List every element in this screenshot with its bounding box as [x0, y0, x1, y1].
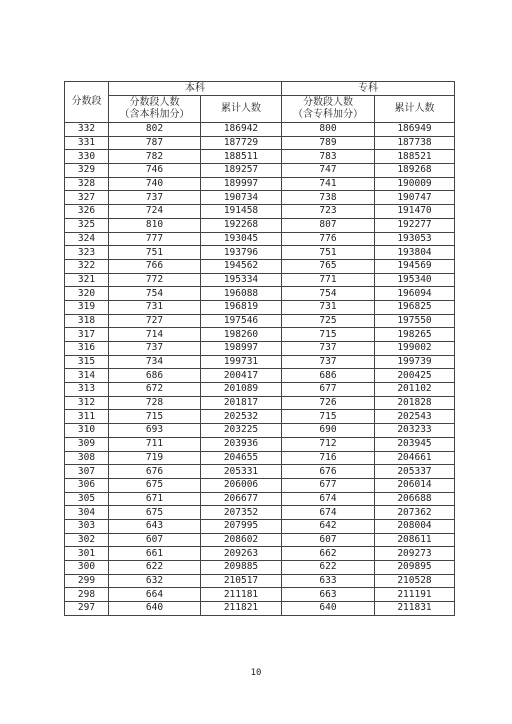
vocational-cumulative-cell: 201828 — [375, 396, 455, 410]
page-number: 10 — [250, 668, 262, 678]
undergrad-cumulative-cell: 201817 — [201, 396, 282, 410]
table-row — [65, 369, 455, 383]
undergrad-band-count-cell: 746 — [109, 164, 201, 178]
score-band-cell: 332 — [65, 123, 109, 137]
vocational-band-count-cell: 754 — [282, 287, 375, 301]
vocational-cumulative-cell: 208611 — [375, 533, 455, 547]
table-row — [65, 506, 455, 520]
undergrad-band-count-cell: 766 — [109, 259, 201, 273]
vocational-band-count-cell: 716 — [282, 451, 375, 465]
undergrad-cumulative-cell: 190734 — [201, 191, 282, 205]
vocational-cumulative-cell: 193053 — [375, 232, 455, 246]
undergrad-cumulative-cell: 195334 — [201, 273, 282, 287]
table-row — [65, 547, 455, 561]
vocational-band-count-cell: 662 — [282, 547, 375, 561]
undergrad-cumulative-cell: 200417 — [201, 369, 282, 383]
vocational-band-count-cell: 633 — [282, 574, 375, 588]
score-band-cell: 305 — [65, 492, 109, 506]
vocational-cumulative-cell: 192277 — [375, 218, 455, 232]
vocational-band-count-cell: 765 — [282, 259, 375, 273]
table-row — [65, 383, 455, 397]
vocational-cumulative-cell: 207362 — [375, 506, 455, 520]
table-row — [65, 300, 455, 314]
undergrad-band-count-cell: 693 — [109, 424, 201, 438]
score-band-cell: 316 — [65, 342, 109, 356]
undergrad-band-count-cell: 675 — [109, 506, 201, 520]
vocational-cumulative-cell: 204661 — [375, 451, 455, 465]
score-band-cell: 310 — [65, 424, 109, 438]
vocational-band-count-cell: 640 — [282, 602, 375, 616]
score-distribution-table — [64, 81, 455, 616]
undergrad-cumulative-cell: 201089 — [201, 383, 282, 397]
score-band-cell: 315 — [65, 355, 109, 369]
score-band-cell: 308 — [65, 451, 109, 465]
table-row — [65, 437, 455, 451]
undergrad-band-count-cell: 714 — [109, 328, 201, 342]
vocational-band-count-cell: 737 — [282, 342, 375, 356]
undergrad-cumulative-cell: 202532 — [201, 410, 282, 424]
undergrad-band-count-cell: 724 — [109, 205, 201, 219]
vocational-cumulative-cell: 191470 — [375, 205, 455, 219]
undergrad-cumulative-cell: 186942 — [201, 123, 282, 137]
undergrad-cumulative-cell: 208602 — [201, 533, 282, 547]
vocational-cumulative-cell: 205337 — [375, 465, 455, 479]
vocational-band-count-cell: 789 — [282, 136, 375, 150]
undergrad-cumulative-cell: 209885 — [201, 561, 282, 575]
score-band-cell: 331 — [65, 136, 109, 150]
vocational-cumulative-cell: 209273 — [375, 547, 455, 561]
vocational-band-count-cell: 622 — [282, 561, 375, 575]
score-band-cell: 311 — [65, 410, 109, 424]
undergrad-band-count-cell: 751 — [109, 246, 201, 260]
vocational-band-count-cell: 783 — [282, 150, 375, 164]
undergrad-cumulative-cell: 193045 — [201, 232, 282, 246]
vocational-cumulative-cell: 210528 — [375, 574, 455, 588]
vocational-band-count-cell: 747 — [282, 164, 375, 178]
score-band-cell: 327 — [65, 191, 109, 205]
table-row — [65, 492, 455, 506]
undergrad-cumulative-cell: 197546 — [201, 314, 282, 328]
table-row — [65, 287, 455, 301]
table-row — [65, 314, 455, 328]
undergrad-band-count-cell: 754 — [109, 287, 201, 301]
undergrad-cumulative-cell: 196088 — [201, 287, 282, 301]
score-band-cell: 321 — [65, 273, 109, 287]
vocational-cumulative-cell: 195340 — [375, 273, 455, 287]
table-row — [65, 574, 455, 588]
undergrad-cumulative-cell: 206677 — [201, 492, 282, 506]
table-row — [65, 246, 455, 260]
undergrad-cumulative-cell: 205331 — [201, 465, 282, 479]
vocational-cumulative-cell: 203233 — [375, 424, 455, 438]
undergrad-cumulative-cell: 209263 — [201, 547, 282, 561]
vocational-cumulative-cell: 197550 — [375, 314, 455, 328]
table-row — [65, 123, 455, 137]
table-row — [65, 519, 455, 533]
undergrad-cumulative-header: 累计人数 — [201, 96, 282, 123]
vocational-cumulative-cell: 189268 — [375, 164, 455, 178]
undergrad-cumulative-cell: 198997 — [201, 342, 282, 356]
undergrad-band-count-cell: 734 — [109, 355, 201, 369]
table-row — [65, 191, 455, 205]
score-band-cell: 309 — [65, 437, 109, 451]
table-row — [65, 355, 455, 369]
undergrad-band-count-cell: 671 — [109, 492, 201, 506]
vocational-band-count-header: 分数段人数 （含专科加分） — [282, 96, 375, 123]
table-row — [65, 328, 455, 342]
vocational-band-count-cell: 607 — [282, 533, 375, 547]
table-row — [65, 218, 455, 232]
vocational-group-header: 专科 — [282, 82, 455, 96]
score-band-cell: 330 — [65, 150, 109, 164]
score-band-cell: 317 — [65, 328, 109, 342]
score-band-cell: 307 — [65, 465, 109, 479]
undergrad-band-count-cell: 661 — [109, 547, 201, 561]
score-band-cell: 297 — [65, 602, 109, 616]
score-distribution-table-container — [64, 81, 454, 616]
score-band-cell: 323 — [65, 246, 109, 260]
undergrad-cumulative-cell: 207352 — [201, 506, 282, 520]
undergrad-cumulative-cell: 199731 — [201, 355, 282, 369]
undergrad-band-count-cell: 777 — [109, 232, 201, 246]
table-row — [65, 136, 455, 150]
table-row — [65, 451, 455, 465]
undergrad-cumulative-cell: 188511 — [201, 150, 282, 164]
table-row — [65, 164, 455, 178]
score-band-cell: 303 — [65, 519, 109, 533]
score-band-header: 分数段 — [65, 82, 109, 123]
undergrad-band-count-cell: 787 — [109, 136, 201, 150]
score-band-cell: 319 — [65, 300, 109, 314]
score-band-cell: 300 — [65, 561, 109, 575]
vocational-cumulative-cell: 194569 — [375, 259, 455, 273]
score-band-cell: 314 — [65, 369, 109, 383]
table-body — [65, 123, 455, 616]
score-band-cell: 301 — [65, 547, 109, 561]
vocational-cumulative-cell: 206688 — [375, 492, 455, 506]
undergrad-band-count-cell: 643 — [109, 519, 201, 533]
vocational-band-count-cell: 771 — [282, 273, 375, 287]
undergrad-band-count-cell: 664 — [109, 588, 201, 602]
table-row — [65, 410, 455, 424]
vocational-band-count-cell: 731 — [282, 300, 375, 314]
undergrad-band-count-cell: 719 — [109, 451, 201, 465]
undergrad-cumulative-cell: 203936 — [201, 437, 282, 451]
vocational-cumulative-cell: 208004 — [375, 519, 455, 533]
vocational-cumulative-cell: 190009 — [375, 177, 455, 191]
vocational-cumulative-cell: 196094 — [375, 287, 455, 301]
table-row — [65, 588, 455, 602]
undergrad-band-count-cell: 686 — [109, 369, 201, 383]
undergrad-band-count-cell: 632 — [109, 574, 201, 588]
vocational-cumulative-cell: 202543 — [375, 410, 455, 424]
undergrad-cumulative-cell: 203225 — [201, 424, 282, 438]
undergrad-band-count-cell: 737 — [109, 191, 201, 205]
undergrad-band-count-cell: 640 — [109, 602, 201, 616]
table-row — [65, 478, 455, 492]
undergrad-band-count-cell: 676 — [109, 465, 201, 479]
undergrad-band-count-cell: 782 — [109, 150, 201, 164]
undergrad-band-count-cell: 802 — [109, 123, 201, 137]
undergrad-cumulative-cell: 192268 — [201, 218, 282, 232]
vocational-band-count-cell: 737 — [282, 355, 375, 369]
score-band-cell: 328 — [65, 177, 109, 191]
vocational-band-count-cell: 776 — [282, 232, 375, 246]
vocational-cumulative-cell: 211831 — [375, 602, 455, 616]
table-row — [65, 533, 455, 547]
score-band-cell: 304 — [65, 506, 109, 520]
vocational-cumulative-cell: 209895 — [375, 561, 455, 575]
undergrad-band-count-cell: 772 — [109, 273, 201, 287]
vocational-band-count-cell: 712 — [282, 437, 375, 451]
vocational-band-count-cell: 807 — [282, 218, 375, 232]
vocational-band-count-cell: 677 — [282, 478, 375, 492]
vocational-band-count-cell: 726 — [282, 396, 375, 410]
vocational-band-count-cell: 686 — [282, 369, 375, 383]
vocational-cumulative-cell: 199002 — [375, 342, 455, 356]
score-band-cell: 306 — [65, 478, 109, 492]
vocational-cumulative-cell: 200425 — [375, 369, 455, 383]
undergrad-cumulative-cell: 198260 — [201, 328, 282, 342]
undergrad-band-count-cell: 715 — [109, 410, 201, 424]
score-band-cell: 313 — [65, 383, 109, 397]
undergrad-band-count-cell: 727 — [109, 314, 201, 328]
vocational-cumulative-header: 累计人数 — [375, 96, 455, 123]
vocational-band-count-cell: 741 — [282, 177, 375, 191]
table-row — [65, 424, 455, 438]
vocational-cumulative-cell: 190747 — [375, 191, 455, 205]
score-band-cell: 312 — [65, 396, 109, 410]
undergrad-cumulative-cell: 189257 — [201, 164, 282, 178]
vocational-band-count-cell: 677 — [282, 383, 375, 397]
score-band-cell: 329 — [65, 164, 109, 178]
undergrad-band-count-cell: 740 — [109, 177, 201, 191]
undergrad-band-count-cell: 675 — [109, 478, 201, 492]
table-row — [65, 150, 455, 164]
vocational-band-count-cell: 715 — [282, 328, 375, 342]
vocational-band-count-cell: 674 — [282, 506, 375, 520]
vocational-band-count-cell: 715 — [282, 410, 375, 424]
undergrad-band-count-header: 分数段人数 （含本科加分） — [109, 96, 201, 123]
vocational-band-count-cell: 723 — [282, 205, 375, 219]
undergrad-cumulative-cell: 204655 — [201, 451, 282, 465]
vocational-band-count-cell: 690 — [282, 424, 375, 438]
undergrad-band-count-cell: 728 — [109, 396, 201, 410]
vocational-cumulative-cell: 211191 — [375, 588, 455, 602]
vocational-band-count-cell: 725 — [282, 314, 375, 328]
vocational-band-count-cell: 738 — [282, 191, 375, 205]
vocational-cumulative-cell: 187738 — [375, 136, 455, 150]
undergrad-cumulative-cell: 206006 — [201, 478, 282, 492]
table-row — [65, 273, 455, 287]
undergrad-band-count-cell: 607 — [109, 533, 201, 547]
vocational-cumulative-cell: 193804 — [375, 246, 455, 260]
vocational-cumulative-cell: 199739 — [375, 355, 455, 369]
vocational-band-count-cell: 663 — [282, 588, 375, 602]
vocational-cumulative-cell: 206014 — [375, 478, 455, 492]
vocational-cumulative-cell: 196825 — [375, 300, 455, 314]
vocational-band-count-cell: 674 — [282, 492, 375, 506]
vocational-band-count-cell: 676 — [282, 465, 375, 479]
vocational-cumulative-cell: 201102 — [375, 383, 455, 397]
vocational-cumulative-cell: 188521 — [375, 150, 455, 164]
table-row — [65, 177, 455, 191]
table-row — [65, 342, 455, 356]
undergrad-cumulative-cell: 210517 — [201, 574, 282, 588]
table-row — [65, 259, 455, 273]
vocational-cumulative-cell: 186949 — [375, 123, 455, 137]
undergrad-cumulative-cell: 193796 — [201, 246, 282, 260]
vocational-cumulative-cell: 198265 — [375, 328, 455, 342]
undergrad-cumulative-cell: 211181 — [201, 588, 282, 602]
vocational-band-count-cell: 800 — [282, 123, 375, 137]
table-row — [65, 396, 455, 410]
score-band-cell: 318 — [65, 314, 109, 328]
score-band-cell: 324 — [65, 232, 109, 246]
score-band-cell: 298 — [65, 588, 109, 602]
undergrad-group-header: 本科 — [109, 82, 282, 96]
table-row — [65, 232, 455, 246]
undergrad-cumulative-cell: 194562 — [201, 259, 282, 273]
undergrad-band-count-cell: 622 — [109, 561, 201, 575]
table-row — [65, 561, 455, 575]
undergrad-band-count-cell: 810 — [109, 218, 201, 232]
undergrad-cumulative-cell: 207995 — [201, 519, 282, 533]
undergrad-cumulative-cell: 211821 — [201, 602, 282, 616]
undergrad-band-count-cell: 672 — [109, 383, 201, 397]
score-band-cell: 325 — [65, 218, 109, 232]
score-band-cell: 322 — [65, 259, 109, 273]
vocational-band-count-cell: 751 — [282, 246, 375, 260]
table-row — [65, 205, 455, 219]
undergrad-band-count-cell: 711 — [109, 437, 201, 451]
vocational-band-count-cell: 642 — [282, 519, 375, 533]
table-row — [65, 465, 455, 479]
score-band-cell: 302 — [65, 533, 109, 547]
undergrad-band-count-cell: 731 — [109, 300, 201, 314]
vocational-cumulative-cell: 203945 — [375, 437, 455, 451]
undergrad-band-count-cell: 737 — [109, 342, 201, 356]
score-band-cell: 326 — [65, 205, 109, 219]
score-band-cell: 320 — [65, 287, 109, 301]
undergrad-cumulative-cell: 191458 — [201, 205, 282, 219]
undergrad-cumulative-cell: 189997 — [201, 177, 282, 191]
table-row — [65, 602, 455, 616]
undergrad-cumulative-cell: 196819 — [201, 300, 282, 314]
score-band-cell: 299 — [65, 574, 109, 588]
undergrad-cumulative-cell: 187729 — [201, 136, 282, 150]
